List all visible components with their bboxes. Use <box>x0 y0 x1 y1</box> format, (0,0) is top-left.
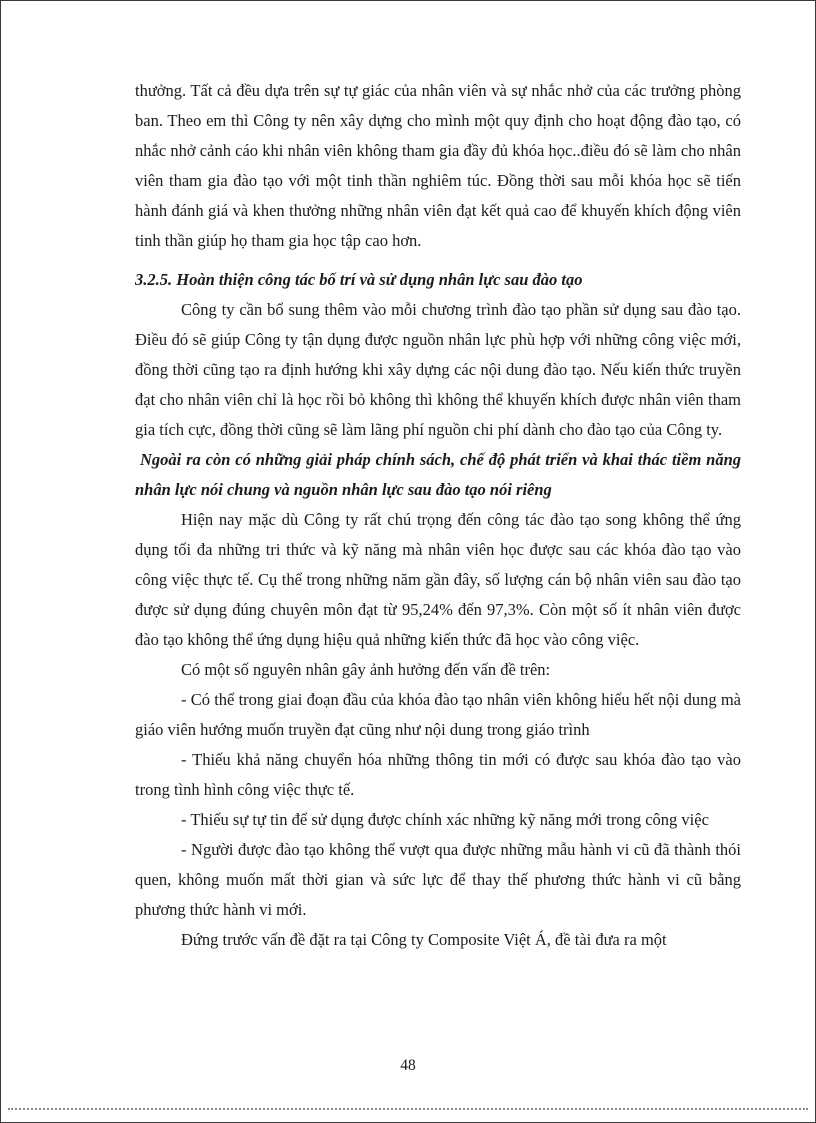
bullet-item-2: - Thiếu khả năng chuyển hóa những thông tin mới có được sau khóa đào tạo vào trong tình hình công việc thực tế. <box>135 750 741 799</box>
footer-dotted-rule <box>8 1108 808 1110</box>
paragraph-section-3-2-5: Công ty cần bổ sung thêm vào mỗi chương trình đào tạo phần sử dụng sau đào tạo. Điều đó sẽ giúp Công ty tận dụng được nguồn nhân lực phù hợp với những công việc mới, đồng thời cũng tạo ra định hướng khi xây dựng các nội dung đào tạo. Nếu kiến thức truyền đạt cho nhân viên chỉ là học rồi bỏ không thì không thể khuyến khích được nhân viên tham gia tích cực, đồng thời cũng sẽ làm lãng phí nguồn chi phí dành cho đào tạo của Công ty. <box>135 300 741 439</box>
bullet-item-1: - Có thể trong giai đoạn đầu của khóa đào tạo nhân viên không hiểu hết nội dung mà giáo viên hướng muốn truyền đạt cũng như nội dung trong giáo trình <box>135 690 741 739</box>
bullet-item-3: - Thiếu sự tự tin để sử dụng được chính xác những kỹ năng mới trong công việc <box>181 810 709 829</box>
subsection-heading-extra-solutions: Ngoài ra còn có những giải pháp chính sách, chế độ phát triển và khai thác tiềm năng nhân lực nói chung và nguồn nhân lực sau đào tạo nói riêng <box>135 450 741 499</box>
paragraph-continuation: thưởng. Tất cả đều dựa trên sự tự giác của nhân viên và sự nhắc nhở của các trưởng phòng ban. Theo em thì Công ty nên xây dựng cho mình một quy định cho hoạt động đào tạo, có nhắc nhở cảnh cáo khi nhân viên không tham gia đầy đủ khóa học..điều đó sẽ làm cho nhân viên tham gia đào tạo với một tinh thần nghiêm túc. Đồng thời sau mỗi khóa học sẽ tiến hành đánh giá và khen thưởng những nhân viên đạt kết quả cao để khuyến khích động viên tinh thần giúp họ tham gia học tập cao hơn. <box>135 81 741 250</box>
paragraph-current-status: Hiện nay mặc dù Công ty rất chú trọng đến công tác đào tạo song không thể ứng dụng tối đa những tri thức và kỹ năng mà nhân viên học được sau các khóa đào tạo vào công việc thực tế. Cụ thể trong những năm gần đây, số lượng cán bộ nhân viên sau đào tạo được sử dụng đúng chuyên môn đạt từ 95,24% đến 97,3%. Còn một số ít nhân viên được đào tạo không thể ứng dụng hiệu quả những kiến thức đã học vào công việc. <box>135 510 741 649</box>
document-body <box>135 76 741 955</box>
section-heading-3-2-5: 3.2.5. Hoàn thiện công tác bố trí và sử dụng nhân lực sau đào tạo <box>135 270 583 289</box>
paragraph-closing: Đứng trước vấn đề đặt ra tại Công ty Composite Việt Á, đề tài đưa ra một <box>181 930 667 949</box>
bullet-item-4: - Người được đào tạo không thể vượt qua được những mẫu hành vi cũ đã thành thói quen, không muốn mất thời gian và sức lực để thay thế phương thức hành vi cũ bằng phương thức hành vi mới. <box>135 840 741 919</box>
page-number: 48 <box>400 1057 416 1074</box>
paragraph-causes-intro: Có một số nguyên nhân gây ảnh hưởng đến vấn đề trên: <box>181 660 551 679</box>
